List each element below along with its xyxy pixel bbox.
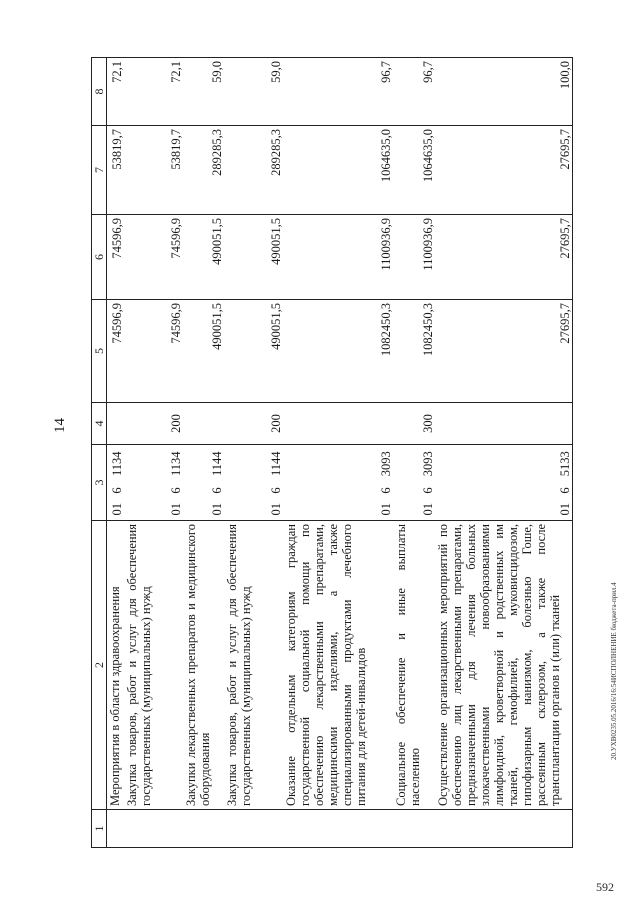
header-row bbox=[92, 57, 107, 847]
row-value-6: 27695,7 bbox=[435, 214, 573, 299]
header-cell-3: 3 bbox=[92, 444, 107, 520]
row-code-1: 01 bbox=[393, 499, 435, 521]
row-code-4: 300 bbox=[393, 402, 435, 444]
page-number: 14 bbox=[52, 418, 68, 433]
table-row bbox=[283, 57, 393, 847]
row-value-8: 96,7 bbox=[393, 57, 435, 125]
row-value-5: 490051,5 bbox=[183, 299, 224, 402]
header-cell-1: 1 bbox=[92, 810, 107, 848]
row-code-3: 1144 bbox=[183, 444, 224, 482]
row-value-5: 74596,9 bbox=[107, 299, 124, 402]
table-row bbox=[107, 57, 124, 847]
header-cell-7: 7 bbox=[92, 125, 107, 214]
row-value-5: 74596,9 bbox=[124, 299, 183, 402]
row-code-3: 1134 bbox=[124, 444, 183, 482]
row-code-2: 6 bbox=[209, 487, 224, 494]
row-code-2: 6 bbox=[435, 483, 573, 499]
row-value-5: 490051,5 bbox=[224, 299, 283, 402]
header-cell-5: 5 bbox=[92, 299, 107, 402]
side-stamp: 20.УХВ0235.05.2016/16:54ИСПОЛНЕНИЕ бюджета-прил.4 bbox=[610, 582, 618, 760]
row-code-4: 200 bbox=[124, 402, 183, 444]
row-value-7: 53819,7 bbox=[124, 125, 183, 214]
row-code-3: 1144 bbox=[224, 444, 283, 482]
row-code-1: 01 bbox=[124, 499, 183, 521]
row-code-3: 5133 bbox=[435, 444, 573, 482]
budget-table bbox=[91, 57, 573, 848]
row-value-8: 72,1 bbox=[107, 57, 124, 125]
table-row bbox=[183, 57, 224, 847]
row-code-2: 6 bbox=[109, 487, 124, 494]
row-code-4 bbox=[283, 402, 393, 444]
row-value-6: 74596,9 bbox=[124, 214, 183, 299]
row-code-4 bbox=[435, 402, 573, 444]
row-value-5: 27695,7 bbox=[435, 299, 573, 402]
row-value-7: 1064635,0 bbox=[283, 125, 393, 214]
row-code-2: 6 bbox=[168, 487, 183, 494]
row-code-4: 200 bbox=[224, 402, 283, 444]
header-cell-4: 4 bbox=[92, 402, 107, 444]
row-code-1: 01 bbox=[107, 499, 124, 521]
row-value-7: 289285,3 bbox=[183, 125, 224, 214]
row-value-7: 289285,3 bbox=[224, 125, 283, 214]
row-value-5: 1082450,3 bbox=[393, 299, 435, 402]
row-value-5: 1082450,3 bbox=[283, 299, 393, 402]
row-value-8: 59,0 bbox=[183, 57, 224, 125]
row-code-3: 1134 bbox=[107, 444, 124, 482]
row-value-7: 1064635,0 bbox=[393, 125, 435, 214]
row-name: Социальное обеспечение и иные выплаты населению bbox=[393, 521, 435, 810]
row-value-8: 72,1 bbox=[124, 57, 183, 125]
row-code-4 bbox=[183, 402, 224, 444]
row-code-1: 01 bbox=[224, 499, 283, 521]
row-name: Оказание отдельным категориям граждан государственной социальной помощи по обеспечению лекарственными препаратами, медицинскими изделиями, а также специализированными продуктами лечебного питания для детей-инвалидов bbox=[283, 521, 393, 810]
table-row bbox=[393, 57, 435, 847]
row-name: Осуществление организационных мероприятий по обеспечению лиц лекарственными препаратами, предназначенными для лечения больных злокачественными новообразованиями лимфоидной, кроветворной и родственных им тканей, гемофилией, муковисцидозом, гипофизарным нанизмом, болезнью Гоше, рассеянным склерозом, а также после трансплантации органов и (или) тканей bbox=[435, 521, 573, 810]
budget-table-wrapper bbox=[91, 58, 576, 848]
row-value-8: 59,0 bbox=[224, 57, 283, 125]
header-cell-6: 6 bbox=[92, 214, 107, 299]
header-cell-2: 2 bbox=[92, 521, 107, 810]
row-code-1: 01 bbox=[183, 499, 224, 521]
row-name: Закупка товаров, работ и услуг для обеспечения государственных (муниципальных) нужд bbox=[224, 521, 283, 810]
row-code-1: 01 bbox=[283, 499, 393, 521]
row-value-6: 490051,5 bbox=[183, 214, 224, 299]
row-code-3: 3093 bbox=[393, 444, 435, 482]
row-code-3: 3093 bbox=[283, 444, 393, 482]
row-name: Мероприятия в области здравоохранения bbox=[107, 521, 124, 810]
row-code-2: 6 bbox=[420, 487, 435, 494]
row-value-7: 53819,7 bbox=[107, 125, 124, 214]
table-row bbox=[435, 57, 573, 847]
row-code-2: 6 bbox=[378, 487, 393, 494]
table-row bbox=[124, 57, 183, 847]
row-name: Закупка товаров, работ и услуг для обеспечения государственных (муниципальных) нужд bbox=[124, 521, 183, 810]
row-value-8: 96,7 bbox=[283, 57, 393, 125]
row-name: Закупки лекарственных препаратов и медицинского оборудования bbox=[183, 521, 224, 810]
header-cell-8: 8 bbox=[92, 57, 107, 125]
row-value-7: 27695,7 bbox=[435, 125, 573, 214]
row-value-6: 1100936,9 bbox=[393, 214, 435, 299]
row-code-2: 6 bbox=[268, 487, 283, 494]
row-code-4 bbox=[107, 402, 124, 444]
row-code-1: 01 bbox=[435, 499, 573, 521]
row-value-6: 490051,5 bbox=[224, 214, 283, 299]
row-value-6: 1100936,9 bbox=[283, 214, 393, 299]
table-row bbox=[224, 57, 283, 847]
row-value-8: 100,0 bbox=[435, 57, 573, 125]
row-value-6: 74596,9 bbox=[107, 214, 124, 299]
footer-page-number: 592 bbox=[596, 880, 614, 894]
